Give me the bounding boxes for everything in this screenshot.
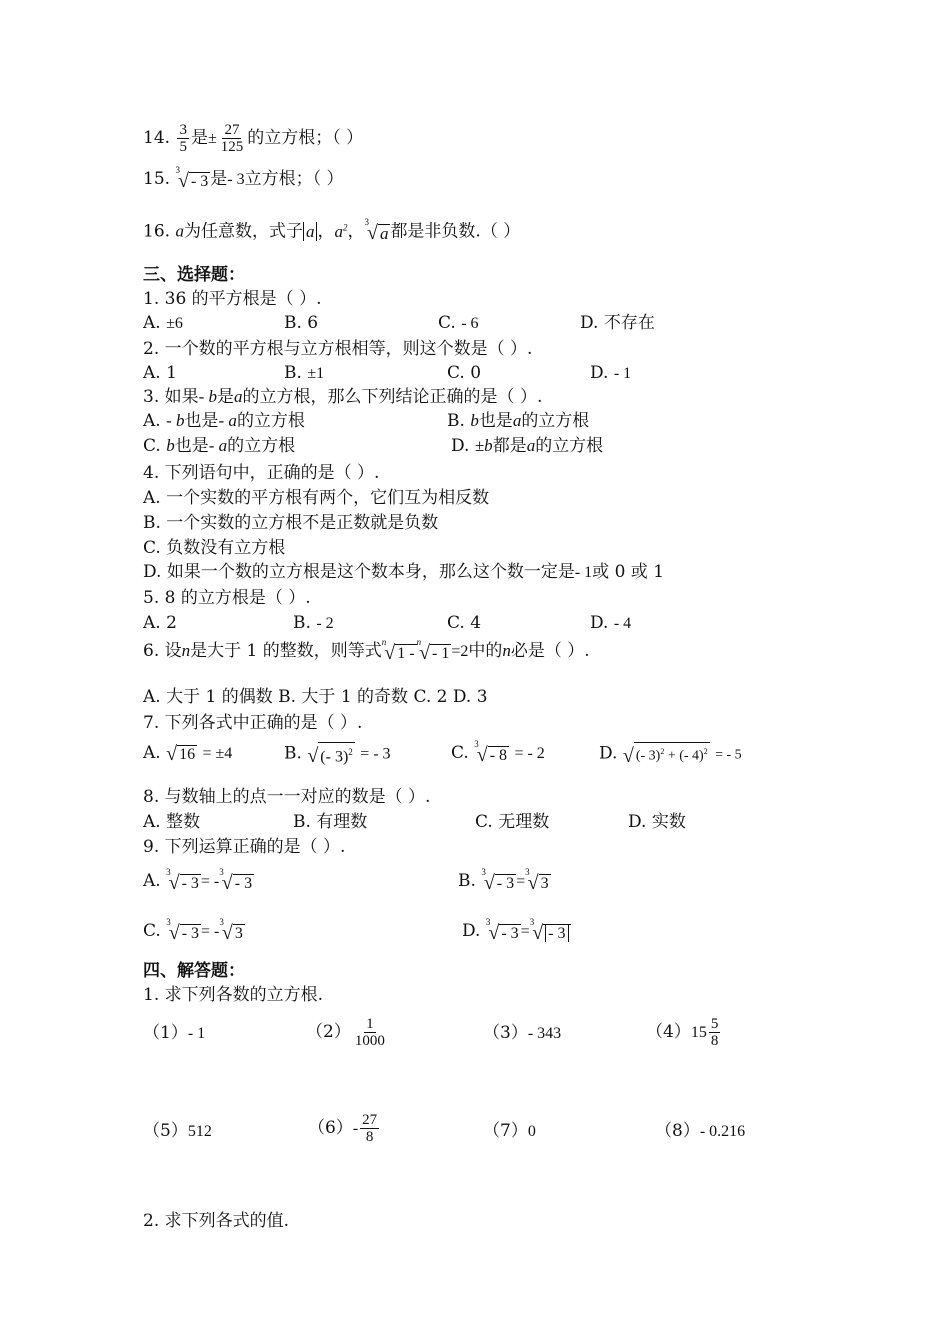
- choice-8-option-a: A. 整数: [143, 812, 201, 832]
- choice-8-option-d: D. 实数: [628, 812, 686, 832]
- choice-5-option-b: B. - 2: [293, 613, 334, 633]
- choice-3-option-d: D. ±b都是a的立方根: [451, 436, 604, 456]
- choice-4-stem: 4. 下列语句中，正确的是（ ）.: [143, 463, 380, 483]
- choice-8-option-b: B. 有理数: [293, 812, 368, 832]
- question-16: 16. a为任意数，式子 a ，$a^2$， 3 √ a 都是非负数.（ ）: [143, 217, 521, 245]
- answer-1-part-3: （3）- 343: [483, 1023, 562, 1043]
- choice-2-stem: 2. 一个数的平方根与立方根相等，则这个数是（ ）.: [143, 339, 533, 359]
- choice-3-option-a: A. - b也是- a的立方根: [143, 411, 305, 431]
- choice-2-option-d: D. - 1: [590, 363, 632, 383]
- choice-7-option-d: D. √ (- 3)$^2$ + (- 4)$^2$ = - 5: [599, 743, 742, 767]
- choice-4-option-b: B. 一个实数的立方根不是正数就是负数: [143, 513, 439, 533]
- choice-1-stem: 1. 36 的平方根是（ ）.: [143, 289, 322, 309]
- choice-5-option-d: D. - 4: [590, 613, 632, 633]
- choice-7-option-c: C. 3 √ - 8 = - 2: [451, 738, 545, 766]
- section-title-answer: 四、解答题：: [143, 961, 245, 981]
- choice-1-option-c: C. - 6: [438, 313, 479, 333]
- choice-4-option-d: D. 如果一个数的立方根是这个数本身，那么这个数一定是- 1或 0 或 1: [143, 562, 665, 582]
- choice-3-option-b: B. b也是a的立方根: [447, 411, 590, 431]
- answer-1-part-7: （7）0: [483, 1121, 536, 1141]
- choice-3-stem: 3. 如果- b是a的立方根，那么下列结论正确的是（ ）.: [143, 387, 543, 407]
- choice-6-options: A. 大于 1 的偶数 B. 大于 1 的奇数 C. 2 D. 3: [143, 687, 488, 707]
- choice-6-stem: 6. 设n是大于 1 的整数，则等式 n √ 1 - n √ - 1 =2中的n必是（ ）.: [143, 636, 590, 664]
- choice-3-option-c: C. b也是- a的立方根: [143, 436, 296, 456]
- nth-root-equation: n √ 1 -: [381, 636, 415, 664]
- choice-4-option-a: A. 一个实数的平方根有两个，它们互为相反数: [143, 488, 490, 508]
- choice-8-option-c: C. 无理数: [475, 812, 550, 832]
- answer-1-part-5: （5）512: [143, 1121, 212, 1141]
- question-14: 14. $\frac{3}{5}$ 是± $\frac{27}{125}$ 的立方根；（ ）: [143, 122, 364, 155]
- choice-2-option-b: B. ±1: [284, 363, 325, 383]
- choice-5-option-c: C. 4: [447, 613, 482, 633]
- choice-1-option-b: B. 6: [284, 313, 319, 333]
- question-number: 14.: [143, 128, 171, 148]
- choice-1-option-a: A. ±6: [143, 313, 183, 333]
- choice-7-option-a: A. √ 16 = ±4: [143, 742, 233, 765]
- fraction-27-125: $\frac{27}{125}$: [220, 122, 244, 155]
- choice-7-option-b: B. √ (- 3)$^2$ = - 3: [284, 743, 391, 768]
- question-15: 15. 3 √ - 3 是- 3立方根；（ ）: [143, 164, 344, 192]
- answer-1-part-8: （8）- 0.216: [655, 1121, 746, 1141]
- choice-9-option-c: C. 3 √ - 3 = - 3 √ 3: [143, 916, 243, 944]
- section-title-choice: 三、选择题：: [143, 265, 245, 285]
- square-term: $a^2$: [334, 221, 348, 241]
- answer-1-part-1: （1）- 1: [143, 1023, 206, 1043]
- fraction-3-5: $\frac{3}{5}$: [179, 122, 187, 155]
- choice-1-option-d: D. 不存在: [580, 313, 655, 333]
- choice-2-option-c: C. 0: [447, 363, 482, 383]
- choice-9-option-d: D. 3 √ - 3 = 3 √ - 3: [462, 920, 571, 943]
- choice-9-option-a: A. 3 √ - 3 = - 3 √ - 3: [143, 866, 253, 894]
- answer-1-part-2: （2） $\frac{1}{1000}$: [306, 1016, 385, 1049]
- choice-8-stem: 8. 与数轴上的点一一对应的数是（ ）.: [143, 787, 431, 807]
- choice-4-option-c: C. 负数没有立方根: [143, 538, 286, 558]
- answer-1-part-4: （4）15 $\frac{5}{8}$: [646, 1016, 719, 1049]
- choice-5-option-a: A. 2: [143, 613, 177, 633]
- cube-root: 3 √ a: [364, 217, 389, 245]
- choice-9-option-b: B. 3 √ - 3 = 3 √ 3: [458, 866, 549, 894]
- absolute-value: a: [303, 222, 318, 241]
- choice-2-option-a: A. 1: [143, 363, 177, 383]
- answer-1-part-6: （6）- $\frac{27}{8}$: [308, 1112, 378, 1145]
- answer-2-stem: 2. 求下列各式的值.: [143, 1211, 290, 1231]
- choice-7-stem: 7. 下列各式中正确的是（ ）.: [143, 713, 363, 733]
- choice-5-stem: 5. 8 的立方根是（ ）.: [143, 588, 311, 608]
- answer-1-stem: 1. 求下列各数的立方根.: [143, 985, 324, 1005]
- choice-9-stem: 9. 下列运算正确的是（ ）.: [143, 837, 346, 857]
- cube-root: 3 √ - 3: [175, 164, 209, 192]
